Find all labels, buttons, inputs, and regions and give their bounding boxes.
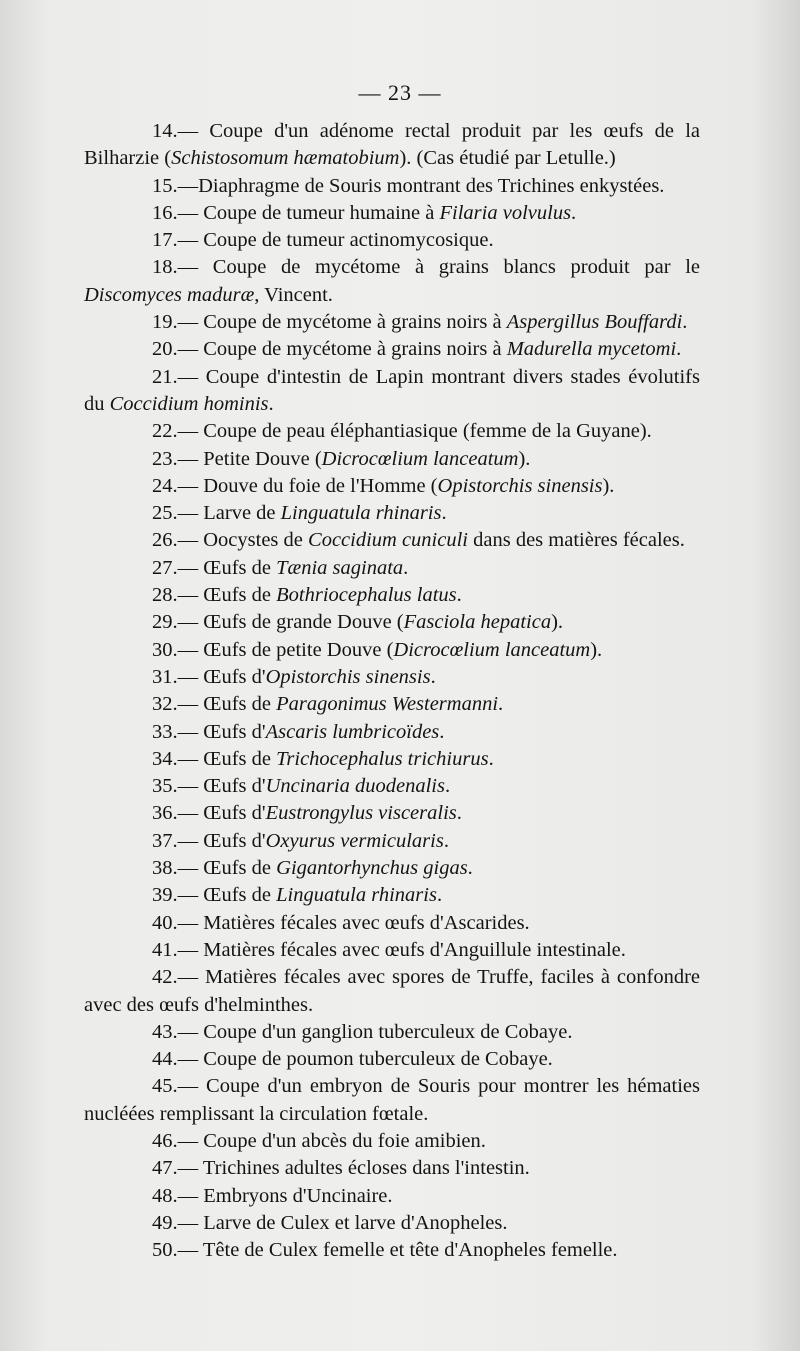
entry-number: 24.	[152, 474, 178, 497]
entry-number: 45.	[152, 1075, 178, 1098]
entry-text: — Œufs de	[177, 693, 277, 716]
list-item	[84, 910, 700, 937]
species-name: Ascaris lumbricoïdes	[265, 720, 440, 743]
entry-text: — Coupe de peau éléphantiasique (femme de la Guyane).	[177, 420, 652, 443]
list-item	[84, 254, 700, 309]
entry-text: — Œufs d'	[177, 775, 266, 798]
list-item	[84, 1046, 700, 1073]
entry-number: 32.	[152, 693, 178, 716]
entry-text: — Coupe de mycétome à grains blancs produit par le	[177, 256, 700, 279]
list-item	[84, 1073, 700, 1128]
species-name: Linguatula rhinaris	[276, 884, 437, 907]
entry-number: 14.	[152, 120, 178, 142]
list-item	[84, 828, 700, 855]
entry-text: — Œufs de	[177, 884, 277, 907]
entry-text: —Diaphragme de Souris montrant des Trichines enkystées.	[177, 174, 665, 197]
entry-text-suffix: .	[467, 857, 473, 880]
species-name: Discomyces maduræ	[84, 283, 255, 306]
entry-text-suffix: .	[444, 775, 451, 798]
entry-text-suffix: .	[436, 884, 443, 907]
entry-number: 21.	[152, 365, 178, 388]
entry-number: 15.	[152, 174, 178, 197]
entry-text: — Douve du foie de l'Homme (	[177, 474, 438, 497]
list-item	[84, 1155, 700, 1182]
species-name: Dicrocœlium lanceatum	[321, 447, 519, 470]
list-item	[84, 855, 700, 882]
list-item	[84, 1128, 700, 1155]
species-name: Madurella mycetomi	[506, 338, 677, 361]
entry-number: 23.	[152, 447, 178, 470]
entry-number: 43.	[152, 1020, 178, 1043]
entry-text: — Larve de Culex et larve d'Anopheles.	[177, 1211, 508, 1234]
entry-number: 18.	[152, 256, 178, 279]
species-name: Bothriocephalus latus	[276, 584, 457, 607]
list-item	[84, 1210, 700, 1237]
entry-number: 35.	[152, 775, 178, 798]
entry-text: — Coupe d'intestin de Lapin montrant divers stades évolutifs du	[84, 365, 700, 415]
entry-text-suffix: ).	[518, 447, 531, 470]
entry-text-suffix: .	[430, 665, 436, 688]
entry-number: 34.	[152, 747, 178, 770]
species-name: Opistorchis sinensis	[437, 474, 603, 497]
entry-number: 44.	[152, 1048, 178, 1071]
entry-number: 38.	[152, 857, 178, 880]
entry-text-suffix: .	[456, 802, 462, 825]
entry-text-suffix: .	[682, 311, 688, 334]
list-item	[84, 582, 700, 609]
entry-text-suffix: .	[441, 502, 447, 525]
list-item	[84, 1237, 700, 1264]
list-item	[84, 118, 700, 173]
entry-text: — Œufs de	[177, 857, 277, 880]
entry-text: — Œufs d'	[177, 720, 266, 743]
list-item	[84, 227, 700, 254]
entry-text: — Embryons d'Uncinaire.	[177, 1184, 393, 1207]
entry-number: 22.	[152, 420, 178, 443]
list-item	[84, 800, 700, 827]
entry-number: 39.	[152, 884, 178, 907]
entry-text-suffix: .	[439, 720, 445, 743]
entry-text: — Coupe de tumeur actinomycosique.	[177, 229, 494, 252]
entry-text: — Coupe de mycétome à grains noirs à	[177, 311, 507, 334]
entry-number: 47.	[152, 1157, 178, 1180]
figure-list	[84, 118, 700, 1264]
entry-text: — Tête de Culex femelle et tête d'Anopheles femelle.	[177, 1239, 618, 1262]
entry-text: — Trichines adultes écloses dans l'intestin.	[177, 1157, 530, 1180]
species-name: Eustrongylus visceralis	[265, 802, 457, 825]
entry-text: — Matières fécales avec œufs d'Ascarides.	[177, 911, 530, 934]
entry-text-suffix: .	[443, 829, 449, 852]
entry-number: 19.	[152, 311, 178, 334]
entry-number: 29.	[152, 611, 178, 634]
species-name: Fasciola hepatica	[403, 611, 552, 634]
entry-text-suffix: .	[456, 584, 462, 607]
species-name: Coccidium hominis	[109, 392, 269, 415]
species-name: Coccidium cuniculi	[308, 529, 468, 552]
list-item	[84, 1183, 700, 1210]
entry-text-suffix: .	[268, 392, 274, 415]
list-item	[84, 336, 700, 363]
list-item	[84, 773, 700, 800]
entry-text: — Coupe d'un adénome rectal produit par les œufs de la Bilharzie (	[84, 120, 700, 170]
entry-text: — Œufs de	[177, 556, 277, 579]
entry-text: — Coupe de mycétome à grains noirs à	[177, 338, 507, 361]
list-item	[84, 309, 700, 336]
list-item	[84, 555, 700, 582]
entry-text: — Œufs d'	[177, 665, 266, 688]
list-item	[84, 1019, 700, 1046]
entry-text-suffix: .	[571, 201, 577, 224]
list-item	[84, 473, 700, 500]
entry-text: — Coupe d'un embryon de Souris pour montrer les hématies nucléées remplissant la circulation fœtale.	[84, 1075, 700, 1125]
species-name: Tænia saginata	[276, 556, 404, 579]
list-item	[84, 637, 700, 664]
entry-text: — Larve de	[177, 502, 281, 525]
list-item	[84, 691, 700, 718]
list-item	[84, 882, 700, 909]
list-item	[84, 418, 700, 445]
list-item	[84, 664, 700, 691]
species-name: Paragonimus Westermanni	[276, 693, 499, 716]
entry-number: 20.	[152, 338, 178, 361]
species-name: Filaria volvulus	[439, 201, 572, 224]
entry-number: 40.	[152, 911, 178, 934]
entry-text: — Oocystes de	[177, 529, 309, 552]
entry-text-suffix: ).	[602, 474, 615, 497]
entry-number: 49.	[152, 1211, 178, 1234]
entry-text: — Œufs de grande Douve (	[177, 611, 404, 634]
entry-text: — Œufs de	[177, 584, 277, 607]
species-name: Opistorchis sinensis	[265, 665, 431, 688]
list-item	[84, 746, 700, 773]
entry-number: 37.	[152, 829, 178, 852]
entry-text-suffix: ).	[551, 611, 564, 634]
entry-number: 30.	[152, 638, 178, 661]
entry-number: 28.	[152, 584, 178, 607]
entry-number: 17.	[152, 229, 178, 252]
species-name: Schistosomum hæmatobium	[171, 147, 400, 170]
entry-text-suffix: .	[676, 338, 682, 361]
entry-number: 26.	[152, 529, 178, 552]
list-item	[84, 964, 700, 1019]
species-name: Linguatula rhinaris	[280, 502, 442, 525]
entry-number: 42.	[152, 966, 178, 989]
entry-text-suffix: dans des matières fécales.	[468, 529, 685, 552]
entry-text-suffix: .	[498, 693, 504, 716]
species-name: Dicrocœlium lanceatum	[393, 638, 591, 661]
list-item	[84, 937, 700, 964]
entry-text: — Œufs de petite Douve (	[177, 638, 394, 661]
species-name: Aspergillus Bouffardi	[506, 311, 683, 334]
entry-number: 41.	[152, 938, 178, 961]
entry-number: 16.	[152, 201, 178, 224]
entry-number: 50.	[152, 1239, 178, 1262]
entry-text-suffix: .	[403, 556, 409, 579]
entry-text: — Matières fécales avec spores de Truffe, faciles à confondre avec des œufs d'helminthes.	[84, 966, 700, 1016]
entry-number: 27.	[152, 556, 178, 579]
entry-text: — Coupe d'un ganglion tuberculeux de Cobaye.	[177, 1020, 573, 1043]
entry-number: 33.	[152, 720, 178, 743]
list-item	[84, 200, 700, 227]
species-name: Uncinaria duodenalis	[265, 775, 445, 798]
species-name: Oxyurus vermicularis	[265, 829, 444, 852]
entry-text: — Coupe de tumeur humaine à	[177, 201, 440, 224]
entry-text-suffix: .	[488, 747, 494, 770]
list-item	[84, 527, 700, 554]
list-item	[84, 609, 700, 636]
list-item	[84, 173, 700, 200]
entry-text: — Coupe de poumon tuberculeux de Cobaye.	[177, 1048, 553, 1071]
list-item	[84, 719, 700, 746]
species-name: Gigantorhynchus gigas	[276, 857, 468, 880]
entry-number: 46.	[152, 1129, 178, 1152]
list-item	[84, 500, 700, 527]
entry-number: 48.	[152, 1184, 178, 1207]
entry-text-suffix: ). (Cas étudié par Letulle.)	[399, 147, 616, 170]
entry-number: 25.	[152, 502, 178, 525]
page-number: — 23 —	[358, 80, 442, 105]
entry-text: — Œufs d'	[177, 802, 266, 825]
entry-number: 31.	[152, 665, 178, 688]
list-item	[84, 446, 700, 473]
entry-text: — Œufs de	[177, 747, 277, 770]
entry-text: — Petite Douve (	[177, 447, 322, 470]
entry-number: 36.	[152, 802, 178, 825]
list-item	[84, 364, 700, 419]
entry-text: — Coupe d'un abcès du foie amibien.	[177, 1129, 486, 1152]
entry-text-suffix: ).	[590, 638, 603, 661]
entry-text-suffix: , Vincent.	[254, 283, 333, 306]
species-name: Trichocephalus trichiurus	[276, 747, 489, 770]
entry-text: — Œufs d'	[177, 829, 266, 852]
entry-text: — Matières fécales avec œufs d'Anguillule intestinale.	[177, 938, 626, 961]
